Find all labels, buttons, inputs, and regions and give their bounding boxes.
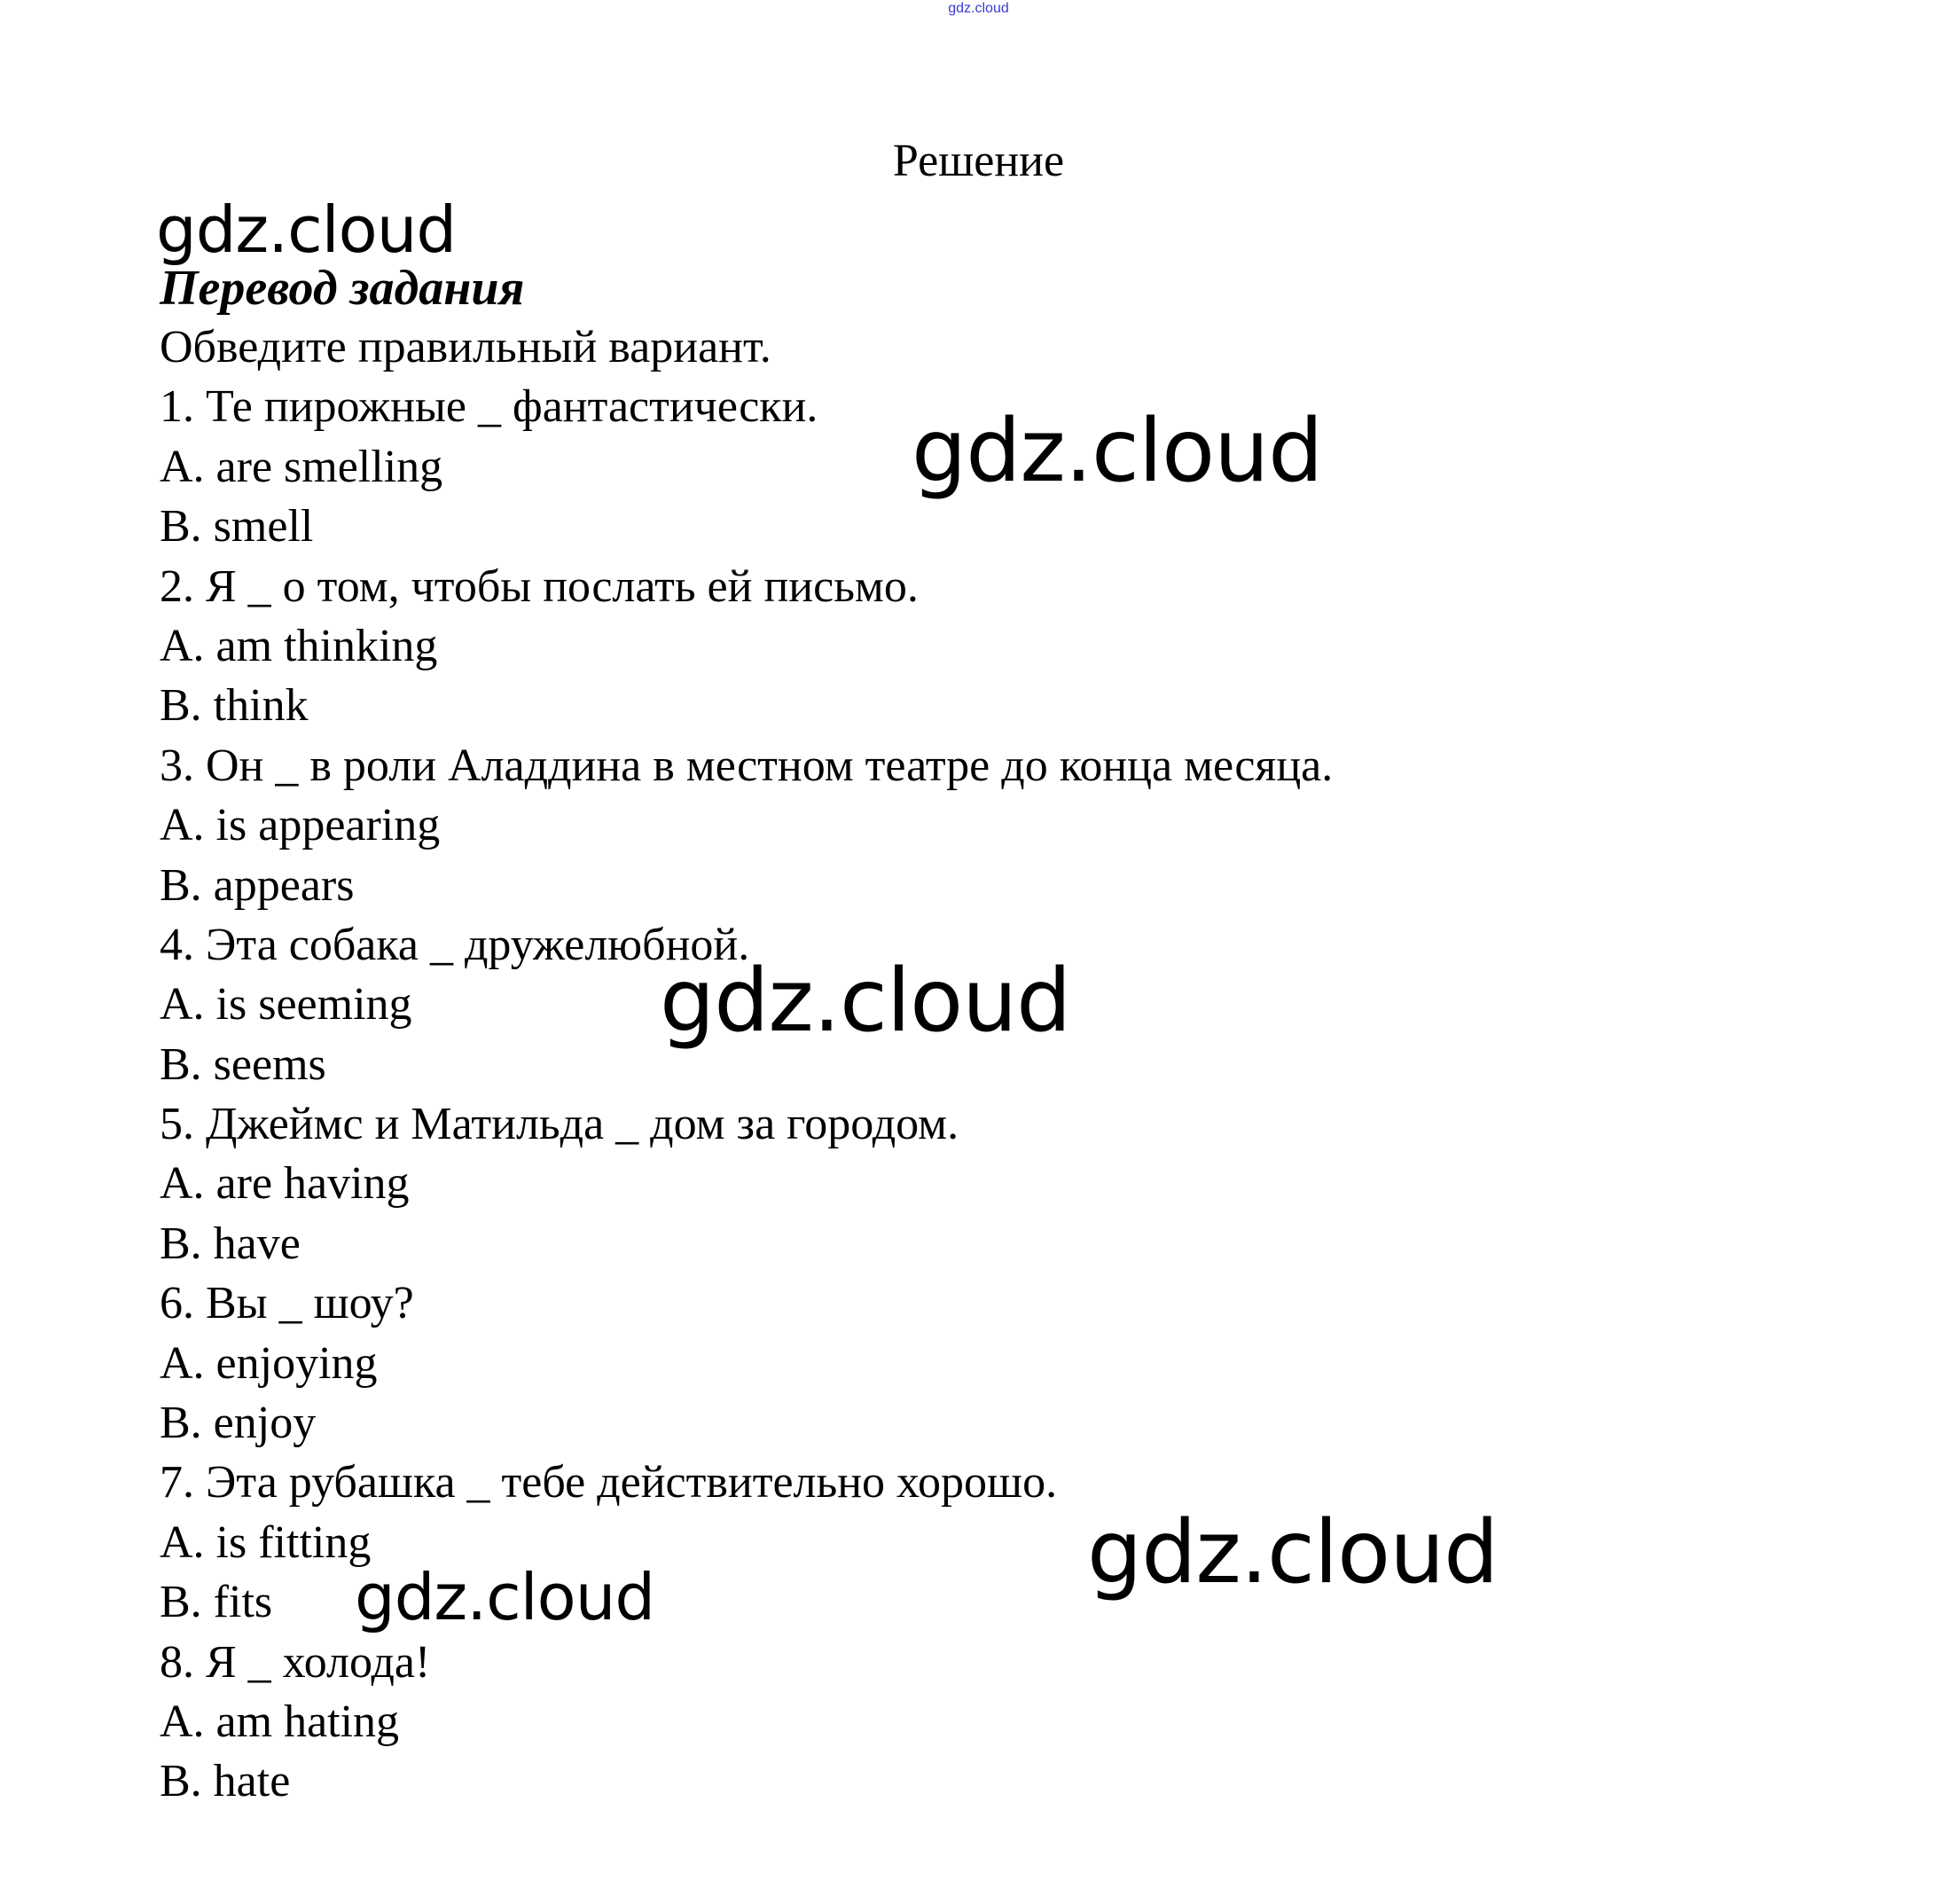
watermark: gdz.cloud xyxy=(355,1560,655,1634)
option-6a: A. enjoying xyxy=(160,1337,378,1389)
watermark: gdz.cloud xyxy=(1087,1502,1499,1603)
option-6b: B. enjoy xyxy=(160,1398,317,1449)
option-4b: B. seems xyxy=(160,1038,326,1090)
question-4: 4. Эта собака _ дружелюбной. xyxy=(160,919,750,970)
site-mark: gdz.cloud xyxy=(948,1,1009,16)
question-1: 1. Те пирожные _ фантастически. xyxy=(160,381,818,433)
option-2b: B. think xyxy=(160,680,309,732)
option-3a: A. is appearing xyxy=(160,800,441,851)
question-7: 7. Эта рубашка _ тебе действительно хорошо. xyxy=(160,1457,1058,1508)
question-2: 2. Я _ о том, чтобы послать ей письмо. xyxy=(160,560,919,612)
question-5: 5. Джеймс и Матильда _ дом за городом. xyxy=(160,1099,959,1150)
question-6: 6. Вы _ шоу? xyxy=(160,1278,414,1329)
option-4a: A. is seeming xyxy=(160,979,412,1030)
option-8b: B. hate xyxy=(160,1756,291,1807)
task-instruction: Обведите правильный вариант. xyxy=(160,322,771,372)
option-5b: B. have xyxy=(160,1218,301,1269)
option-7b: B. fits xyxy=(160,1577,273,1628)
option-7a: A. is fitting xyxy=(160,1516,372,1568)
watermark: gdz.cloud xyxy=(660,951,1071,1052)
option-1b: B. smell xyxy=(160,501,314,552)
watermark: gdz.cloud xyxy=(156,192,457,267)
question-3: 3. Он _ в роли Аладдина в местном театре до конца месяца. xyxy=(160,740,1334,791)
option-8a: A. am hating xyxy=(160,1696,400,1747)
option-5a: A. are having xyxy=(160,1158,410,1210)
page-title: Решение xyxy=(892,136,1065,186)
question-8: 8. Я _ холода! xyxy=(160,1636,431,1688)
watermark: gdz.cloud xyxy=(912,401,1323,502)
option-2a: A. am thinking xyxy=(160,620,438,671)
option-3b: B. appears xyxy=(160,859,355,911)
task-heading: Перевод задания xyxy=(160,261,525,316)
option-1a: A. are smelling xyxy=(160,441,443,492)
